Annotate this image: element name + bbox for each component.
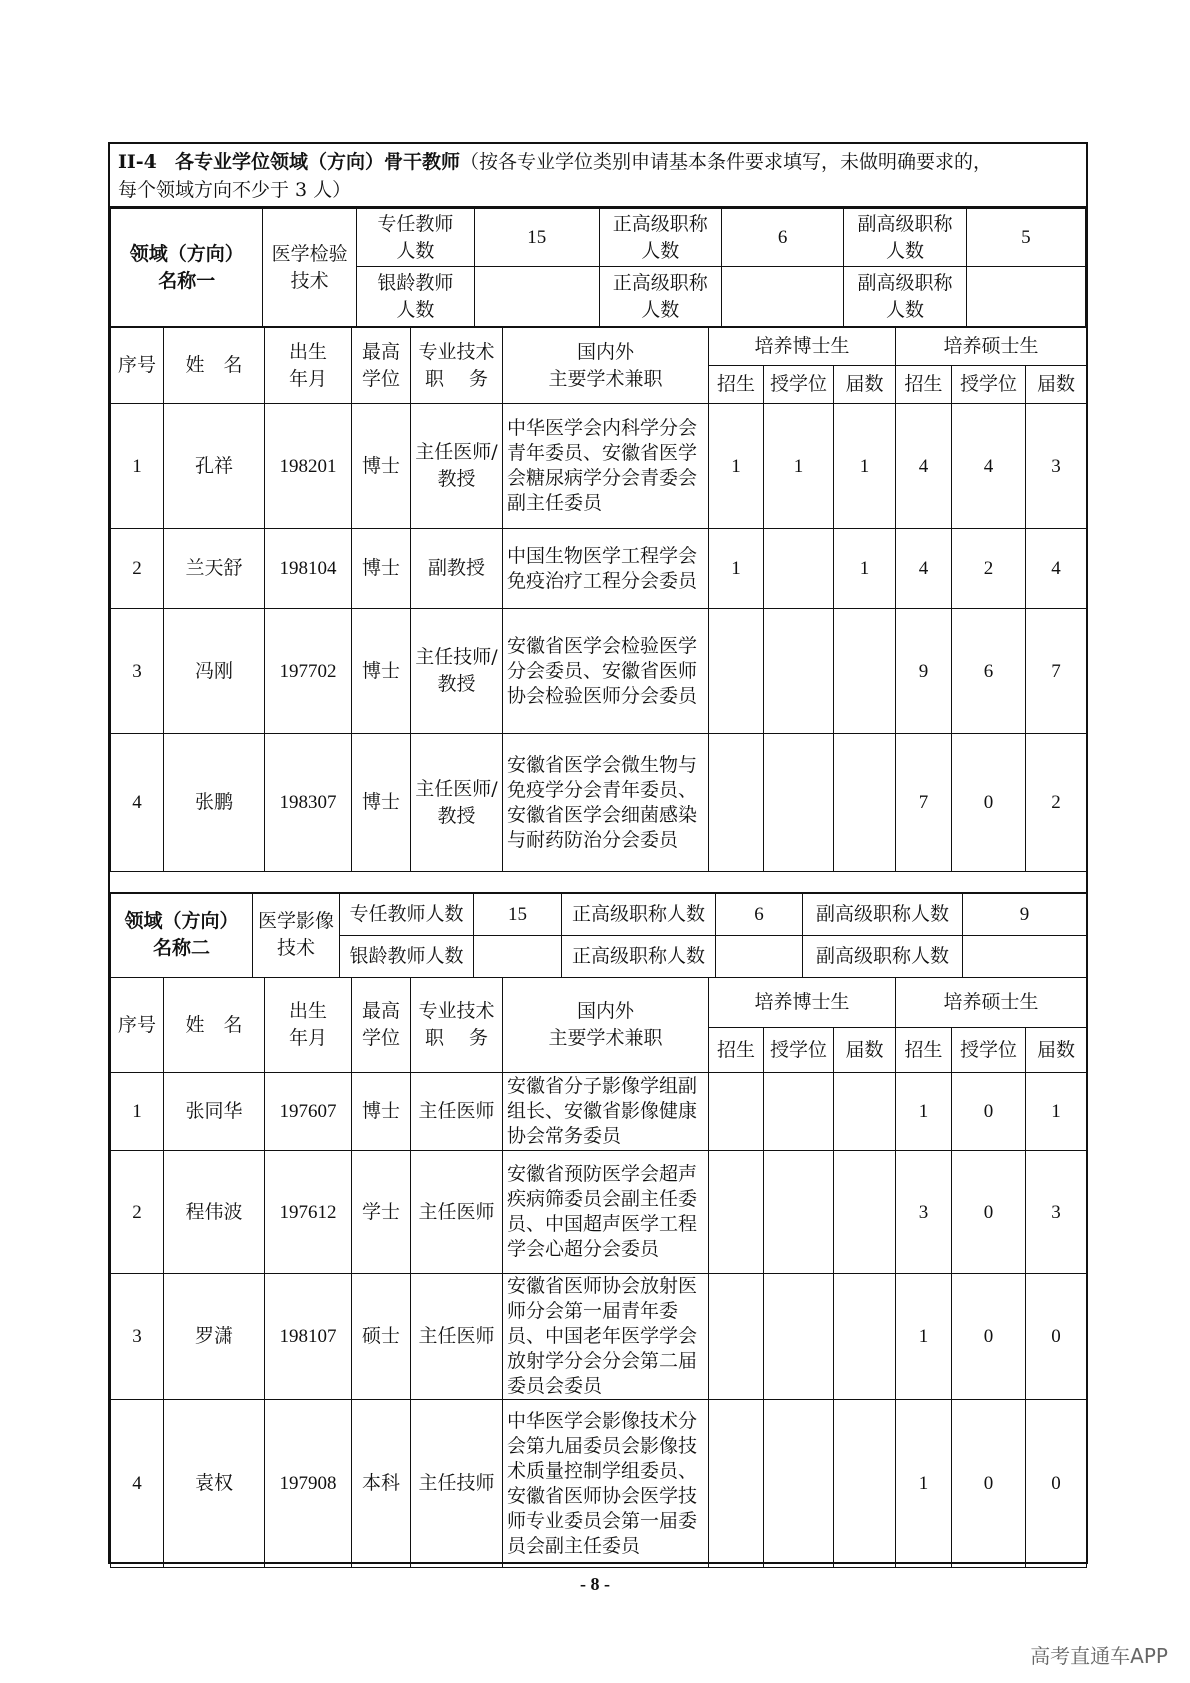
senior2-value-2: [716, 935, 803, 977]
col-ms-enroll-2: 招生: [896, 1028, 952, 1073]
col-degree: 最高 学位: [352, 328, 411, 404]
col-phd: 培养博士生: [709, 328, 896, 366]
field2-people-table: [110, 977, 1087, 1568]
col-phd-2: 培养博士生: [709, 978, 896, 1028]
col-ms-awarded: 授学位: [952, 366, 1026, 404]
silver-label-2: 银龄教师人数: [340, 935, 474, 977]
page-number: - 8 -: [580, 1574, 610, 1594]
vice-label-2: 副高级职称人数: [803, 893, 963, 935]
senior-label-2: 正高级职称人数: [562, 893, 716, 935]
col-post-2: 国内外 主要学术兼职: [503, 978, 709, 1073]
table-row: 4 袁权 197908 本科 主任技师 中华医学会影像技术分会第九届委员会影像技术质量控制学组委员、安徽省医师协会医学技师专业委员会第一届委员会副主任委员 1 0 0: [111, 1400, 1087, 1568]
table-row: 1 张同华 197607 博士 主任医师 安徽省分子影像学组副组长、安徽省影像健康协会常务委员 1 0 1: [111, 1073, 1087, 1151]
table-row: 3 冯刚 197702 博士 主任技师/教授 安徽省医学会检验医学分会委员、安徽省医师协会检验医师分会委员 9 6 7: [111, 609, 1087, 734]
watermark-text: 高考直通车APP: [1030, 1644, 1168, 1668]
senior2-label-2: 正高级职称人数: [562, 935, 716, 977]
col-degree-2: 最高 学位: [352, 978, 411, 1073]
senior2-value: [721, 267, 843, 327]
section-note-2: 每个领域方向不少于 3 人）: [118, 179, 352, 201]
senior-value: 6: [721, 209, 843, 267]
field2-name: 医学影像 技术: [253, 893, 340, 977]
table-row: 1 孔祥 198201 博士 主任医师/教授 中华医学会内科学分会青年委员、安徽省医学会糖尿病学分会青委会副主任委员 1 1 1 4 4 3: [111, 404, 1087, 529]
col-birth: 出生 年月: [265, 328, 352, 404]
col-name: 姓 名: [164, 328, 265, 404]
col-birth-2: 出生 年月: [265, 978, 352, 1073]
vice-value: 5: [966, 209, 1085, 267]
col-phd-cohorts-2: 届数: [834, 1028, 896, 1073]
vice-label: 副高级职称 人数: [844, 209, 966, 267]
col-seq: 序号: [111, 328, 164, 404]
silver-label: 银龄教师 人数: [356, 267, 474, 327]
col-name-2: 姓 名: [164, 978, 265, 1073]
col-master: 培养硕士生: [896, 328, 1087, 366]
senior2-label: 正高级职称 人数: [599, 267, 721, 327]
section-header: [110, 144, 1086, 208]
vice2-value-2: [963, 935, 1087, 977]
field2-label: 领域（方向） 名称二: [111, 893, 253, 977]
table-row: 3 罗潇 198107 硕士 主任医师 安徽省医师协会放射医师分会第一届青年委员、中国老年医学学会放射学分会分会第二届委员会委员 1 0 0: [111, 1274, 1087, 1400]
col-ms-cohorts: 届数: [1026, 366, 1087, 404]
col-phd-awarded: 授学位: [764, 366, 834, 404]
table-row: 2 程伟波 197612 学士 主任医师 安徽省预防医学会超声疾病筛委员会副主任委员、中国超声医学工程学会心超分会委员 3 0 3: [111, 1151, 1087, 1274]
col-phd-cohorts: 届数: [834, 366, 896, 404]
vice2-label: 副高级职称 人数: [844, 267, 966, 327]
fulltime-value: 15: [474, 209, 599, 267]
field1-name: 医学检验 技术: [263, 209, 356, 327]
section-note: （按各专业学位类别申请基本条件要求填写，未做明确要求的，: [460, 151, 993, 173]
col-post: 国内外 主要学术兼职: [503, 328, 709, 404]
table-row: 2 兰天舒 198104 博士 副教授 中国生物医学工程学会免疫治疗工程分会委员 1 1 4 2 4: [111, 529, 1087, 609]
silver-value: [474, 267, 599, 327]
col-ms-awarded-2: 授学位: [952, 1028, 1026, 1073]
col-title-2: 专业技术 职 务: [411, 978, 503, 1073]
section-code: II-4: [118, 151, 157, 173]
fulltime-label: 专任教师 人数: [356, 209, 474, 267]
silver-value-2: [474, 935, 562, 977]
section-title: 各专业学位领域（方向）骨干教师: [175, 151, 461, 173]
col-phd-enroll-2: 招生: [709, 1028, 764, 1073]
col-phd-enroll: 招生: [709, 366, 764, 404]
vice-value-2: 9: [963, 893, 1087, 935]
vice2-label-2: 副高级职称人数: [803, 935, 963, 977]
fulltime-value-2: 15: [474, 893, 562, 935]
col-title: 专业技术 职 务: [411, 328, 503, 404]
senior-value-2: 6: [716, 893, 803, 935]
col-ms-enroll: 招生: [896, 366, 952, 404]
col-ms-cohorts-2: 届数: [1026, 1028, 1087, 1073]
table-row: 4 张鹏 198307 博士 主任医师/教授 安徽省医学会微生物与免疫学分会青年委员、安徽省医学会细菌感染与耐药防治分会委员 7 0 2: [111, 734, 1087, 872]
col-seq-2: 序号: [111, 978, 164, 1073]
senior-label: 正高级职称 人数: [599, 209, 721, 267]
field1-label: 领域（方向） 名称一: [111, 209, 263, 327]
form-frame: [108, 142, 1088, 1564]
field1-stats-table: [110, 208, 1086, 327]
field2-stats-table: [110, 892, 1087, 978]
col-master-2: 培养硕士生: [896, 978, 1087, 1028]
field1-people-table: [110, 327, 1087, 872]
fulltime-label-2: 专任教师人数: [340, 893, 474, 935]
col-phd-awarded-2: 授学位: [764, 1028, 834, 1073]
vice2-value: [966, 267, 1085, 327]
